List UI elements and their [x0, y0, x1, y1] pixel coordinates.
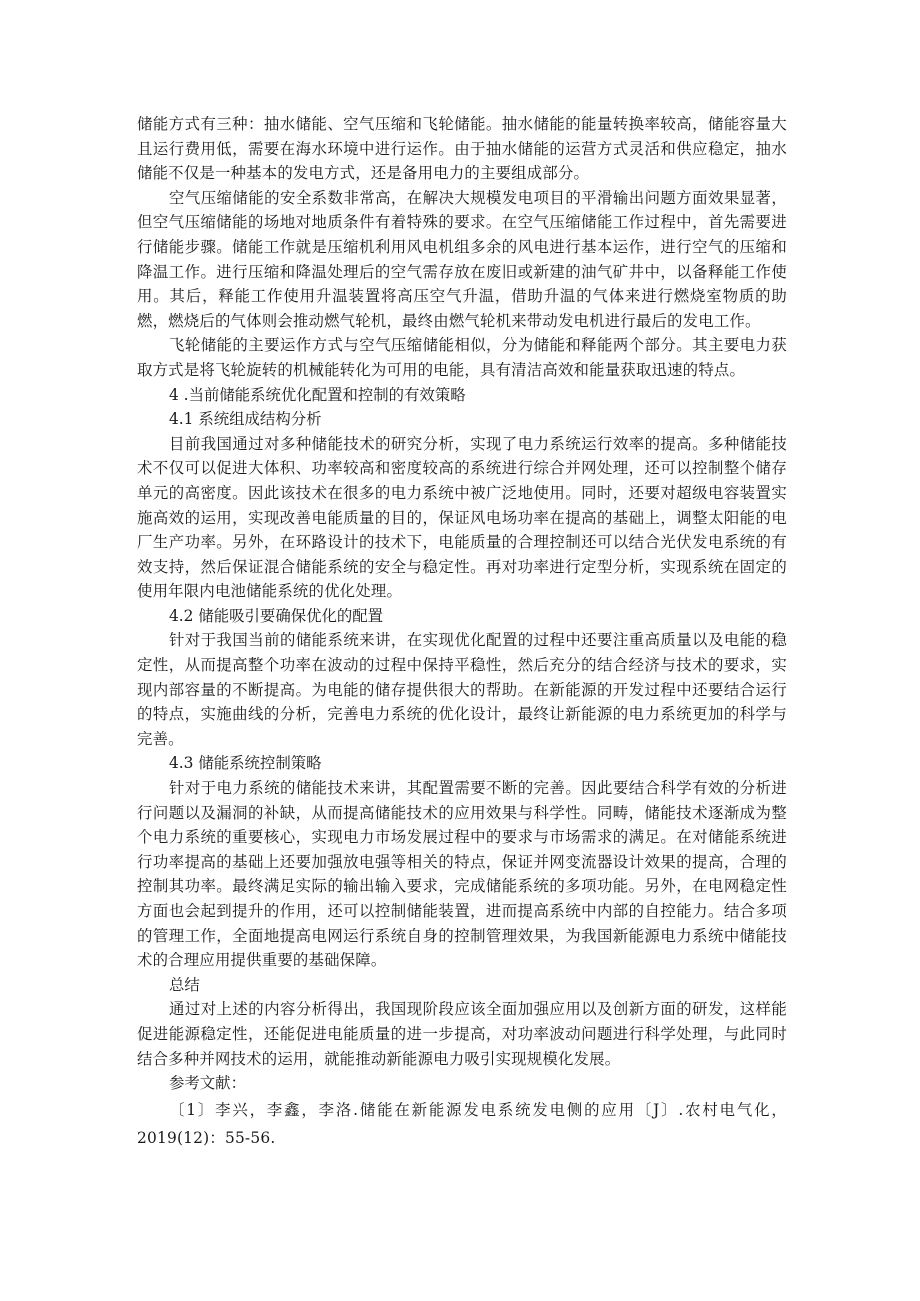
paragraph-control-strategy: 针对于电力系统的储能技术来讲，其配置需要不断的完善。因此要结合科学有效的分析进行问题以及漏洞的补缺，从而提高储能技术的应用效果与科学性。同畴，储能技术逐渐成为整个电力系统的重要核心，实现电力市场发展过程中的要求与市场需求的满足。在对储能系统进行功率提高的基础上还要加强放电强等相关的特点，保证并网变流器设计效果的提高，合理的控制其功率。最终满足实际的输出输入要求，完成储能系统的多项功能。另外，在电网稳定性方面也会起到提升的作用，还可以控制储能装置，进而提高系统中内部的自控能力。结合多项的管理工作，全面地提高电网运行系统自身的控制管理效果，为我国新能源电力系统中储能技术的合理应用提供重要的基础保障。	[137, 779, 787, 970]
subsection-heading-4-3: 4.3 储能系统控制策略	[169, 754, 322, 773]
paragraph-storage-methods: 储能方式有三种：抽水储能、空气压缩和飞轮储能。抽水储能的能量转换率较高，储能容量大且运行费用低，需要在海水环境中进行运作。由于抽水储能的运营方式灵活和供应稳定，抽水储能不仅是一种基本的发电方式，还是备用电力的主要组成部分。	[137, 115, 787, 183]
subsection-heading-4-1: 4.1 系统组成结构分析	[169, 410, 322, 429]
paragraph-flywheel: 飞轮储能的主要运作方式与空气压缩储能相似，分为储能和释能两个部分。其主要电力获取方式是将飞轮旋转的机械能转化为可用的电能，具有清洁高效和能量获取迅速的特点。	[137, 336, 787, 379]
paragraph-optimized-config: 针对于我国当前的储能系统来讲，在实现优化配置的过程中还要注重高质量以及电能的稳定性，从而提高整个功率在波动的过程中保持平稳性，然后充分的结合经济与技术的要求，实现内部容量的不断提高。为电能的储存提供很大的帮助。在新能源的开发过程中还要结合运行的特点，实施曲线的分析，完善电力系统的优化设计，最终让新能源的电力系统更加的科学与完善。	[137, 631, 787, 748]
reference-item: 〔1〕李兴，李鑫，李洛.储能在新能源发电系统发电侧的应用〔J〕.农村电气化，2019(12)：55-56.	[137, 1100, 787, 1147]
references-heading: 参考文献：	[169, 1074, 246, 1093]
document-page	[137, 112, 787, 1152]
summary-heading: 总结	[169, 975, 200, 994]
paragraph-system-structure: 目前我国通过对多种储能技术的研究分析，实现了电力系统运行效率的提高。多种储能技术不仅可以促进大体积、功率较高和密度较高的系统进行综合并网处理，还可以控制整个储存单元的高密度。因此该技术在很多的电力系统中被广泛地使用。同时，还要对超级电容装置实施高效的运用，实现改善电能质量的目的，保证风电场功率在提高的基础上，调整太阳能的电厂生产功率。另外，在环路设计的技术下，电能质量的合理控制还可以结合光伏发电系统的有效支持，然后保证混合储能系统的安全与稳定性。再对功率进行定型分析，实现系统在固定的使用年限内电池储能系统的优化处理。	[137, 434, 787, 601]
subsection-heading-4-2: 4.2 储能吸引要确保优化的配置	[169, 606, 384, 625]
paragraph-compressed-air: 空气压缩储能的安全系数非常高，在解决大规模发电项目的平滑输出问题方面效果显著，但空气压缩储能的场地对地质条件有着特殊的要求。在空气压缩储能工作过程中，首先需要进行储能步骤。储能工作就是压缩机利用风电机组多余的风电进行基本运作，进行空气的压缩和降温工作。进行压缩和降温处理后的空气需存放在废旧或新建的油气矿井中，以备释能工作使用。其后，释能工作使用升温装置将高压空气升温，借助升温的气体来进行燃烧室物质的助燃，燃烧后的气体则会推动燃气轮机，最终由燃气轮机来带动发电机进行最后的发电工作。	[137, 188, 787, 330]
paragraph-summary: 通过对上述的内容分析得出，我国现阶段应该全面加强应用以及创新方面的研发，这样能促进能源稳定性，还能促进电能质量的进一步提高，对功率波动问题进行科学处理，与此同时结合多种并网技术的运用，就能推动新能源电力吸引实现规模化发展。	[137, 1000, 787, 1068]
section-heading-4: 4 .当前储能系统优化配置和控制的有效策略	[169, 385, 466, 404]
